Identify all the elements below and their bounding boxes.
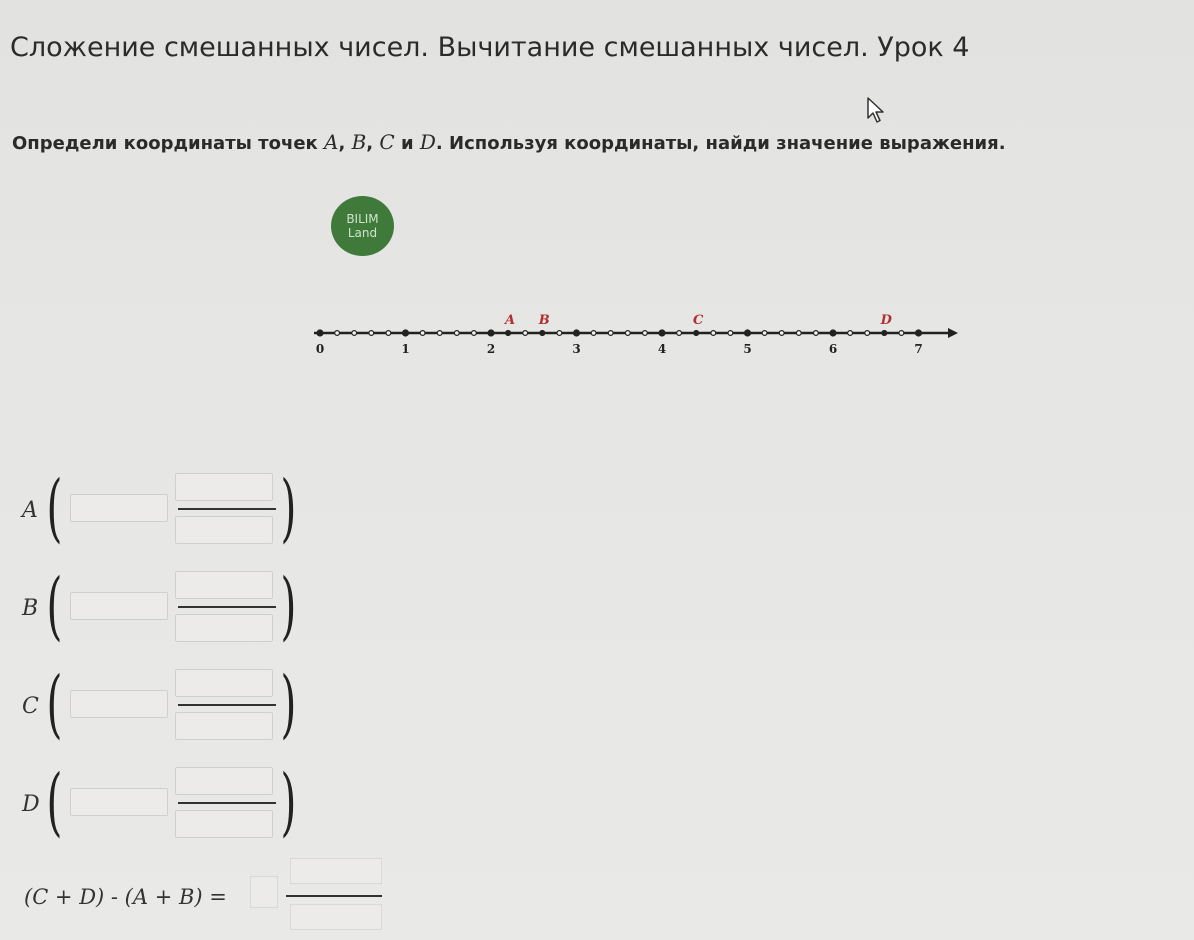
task-prefix: Определи координаты точек bbox=[12, 133, 325, 154]
tick-label: 5 bbox=[743, 342, 752, 356]
numerator-input[interactable] bbox=[175, 767, 273, 795]
close-paren: ) bbox=[280, 759, 297, 845]
minor-tick bbox=[591, 331, 596, 336]
expression-text: (C + D) - (A + B) = bbox=[24, 885, 227, 909]
task-instruction bbox=[12, 130, 1006, 154]
major-tick bbox=[659, 330, 665, 336]
whole-part-input[interactable] bbox=[70, 592, 168, 620]
answer-denominator-input[interactable] bbox=[290, 904, 382, 930]
answer-row-c bbox=[20, 661, 320, 756]
task-point-c: C bbox=[379, 130, 395, 154]
point-b-label: B bbox=[538, 313, 550, 328]
major-tick bbox=[916, 330, 922, 336]
minor-tick bbox=[454, 331, 459, 336]
minor-tick bbox=[557, 331, 562, 336]
point-label: C bbox=[22, 694, 39, 719]
fraction-bar bbox=[178, 704, 276, 706]
task-point-a: A bbox=[324, 130, 339, 154]
number-line bbox=[300, 300, 970, 370]
minor-tick bbox=[369, 331, 374, 336]
point-d-marker bbox=[881, 330, 887, 336]
whole-part-input[interactable] bbox=[70, 494, 168, 522]
point-c-label: C bbox=[693, 313, 704, 328]
minor-tick bbox=[437, 331, 442, 336]
fraction-bar bbox=[178, 606, 276, 608]
tick-label: 1 bbox=[401, 342, 410, 356]
minor-tick bbox=[865, 331, 870, 336]
denominator-input[interactable] bbox=[175, 516, 273, 544]
minor-tick bbox=[625, 331, 630, 336]
task-suffix: . Используя координаты, найди значение выражения. bbox=[435, 133, 1006, 154]
minor-tick bbox=[899, 331, 904, 336]
denominator-input[interactable] bbox=[175, 614, 273, 642]
logo-line2: Land bbox=[347, 226, 378, 240]
point-label: A bbox=[22, 498, 38, 523]
open-paren: ( bbox=[46, 563, 63, 649]
numerator-input[interactable] bbox=[175, 473, 273, 501]
minor-tick bbox=[608, 331, 613, 336]
tick-label: 3 bbox=[572, 342, 581, 356]
minor-tick bbox=[472, 331, 477, 336]
number-line-arrow bbox=[948, 328, 958, 338]
answer-row-d bbox=[20, 759, 320, 854]
minor-tick bbox=[643, 331, 648, 336]
fraction-bar bbox=[178, 508, 276, 510]
major-tick bbox=[488, 330, 494, 336]
minor-tick bbox=[814, 331, 819, 336]
major-tick bbox=[403, 330, 409, 336]
numerator-input[interactable] bbox=[175, 669, 273, 697]
task-sep2: , bbox=[366, 133, 380, 154]
major-tick bbox=[830, 330, 836, 336]
point-a-marker bbox=[505, 330, 511, 336]
tick-label: 0 bbox=[315, 342, 325, 356]
denominator-input[interactable] bbox=[175, 810, 273, 838]
close-paren: ) bbox=[280, 563, 297, 649]
minor-tick bbox=[728, 331, 733, 336]
tick-label: 4 bbox=[657, 342, 667, 356]
task-point-b: B bbox=[351, 130, 367, 154]
logo-line1: BILIM bbox=[346, 212, 379, 226]
point-b-marker bbox=[539, 330, 545, 336]
major-tick bbox=[574, 330, 580, 336]
minor-tick bbox=[848, 331, 853, 336]
answer-whole-input[interactable] bbox=[250, 876, 278, 908]
answer-numerator-input[interactable] bbox=[290, 858, 382, 884]
point-label: B bbox=[22, 596, 39, 621]
minor-tick bbox=[523, 331, 528, 336]
answer-row-b bbox=[20, 563, 320, 658]
whole-part-input[interactable] bbox=[70, 690, 168, 718]
whole-part-input[interactable] bbox=[70, 788, 168, 816]
task-sep1: , bbox=[338, 133, 352, 154]
denominator-input[interactable] bbox=[175, 712, 273, 740]
bilimland-logo bbox=[331, 196, 394, 256]
task-point-d: D bbox=[419, 130, 436, 154]
page-title: Сложение смешанных чисел. Вычитание смешанных чисел. Урок 4 bbox=[10, 32, 970, 63]
point-d-label: D bbox=[880, 313, 892, 328]
minor-tick bbox=[796, 331, 801, 336]
tick-label: 2 bbox=[486, 342, 496, 356]
minor-tick bbox=[335, 331, 340, 336]
mouse-cursor-icon bbox=[866, 96, 888, 128]
close-paren: ) bbox=[280, 661, 297, 747]
open-paren: ( bbox=[46, 661, 63, 747]
open-paren: ( bbox=[46, 465, 63, 551]
major-tick bbox=[745, 330, 751, 336]
fraction-bar bbox=[178, 802, 276, 804]
point-a-label: A bbox=[505, 313, 516, 328]
minor-tick bbox=[677, 331, 682, 336]
task-and: и bbox=[394, 133, 420, 154]
numerator-input[interactable] bbox=[175, 571, 273, 599]
close-paren: ) bbox=[280, 465, 297, 551]
minor-tick bbox=[711, 331, 716, 336]
minor-tick bbox=[420, 331, 425, 336]
major-tick bbox=[317, 330, 323, 336]
tick-label: 6 bbox=[828, 342, 838, 356]
answer-fraction-bar bbox=[286, 895, 382, 897]
minor-tick bbox=[762, 331, 767, 336]
minor-tick bbox=[779, 331, 784, 336]
point-label: D bbox=[22, 792, 40, 817]
tick-label: 7 bbox=[914, 342, 923, 356]
open-paren: ( bbox=[46, 759, 63, 845]
minor-tick bbox=[352, 331, 357, 336]
minor-tick bbox=[386, 331, 391, 336]
point-c-marker bbox=[693, 330, 699, 336]
answer-row-a bbox=[20, 465, 320, 560]
